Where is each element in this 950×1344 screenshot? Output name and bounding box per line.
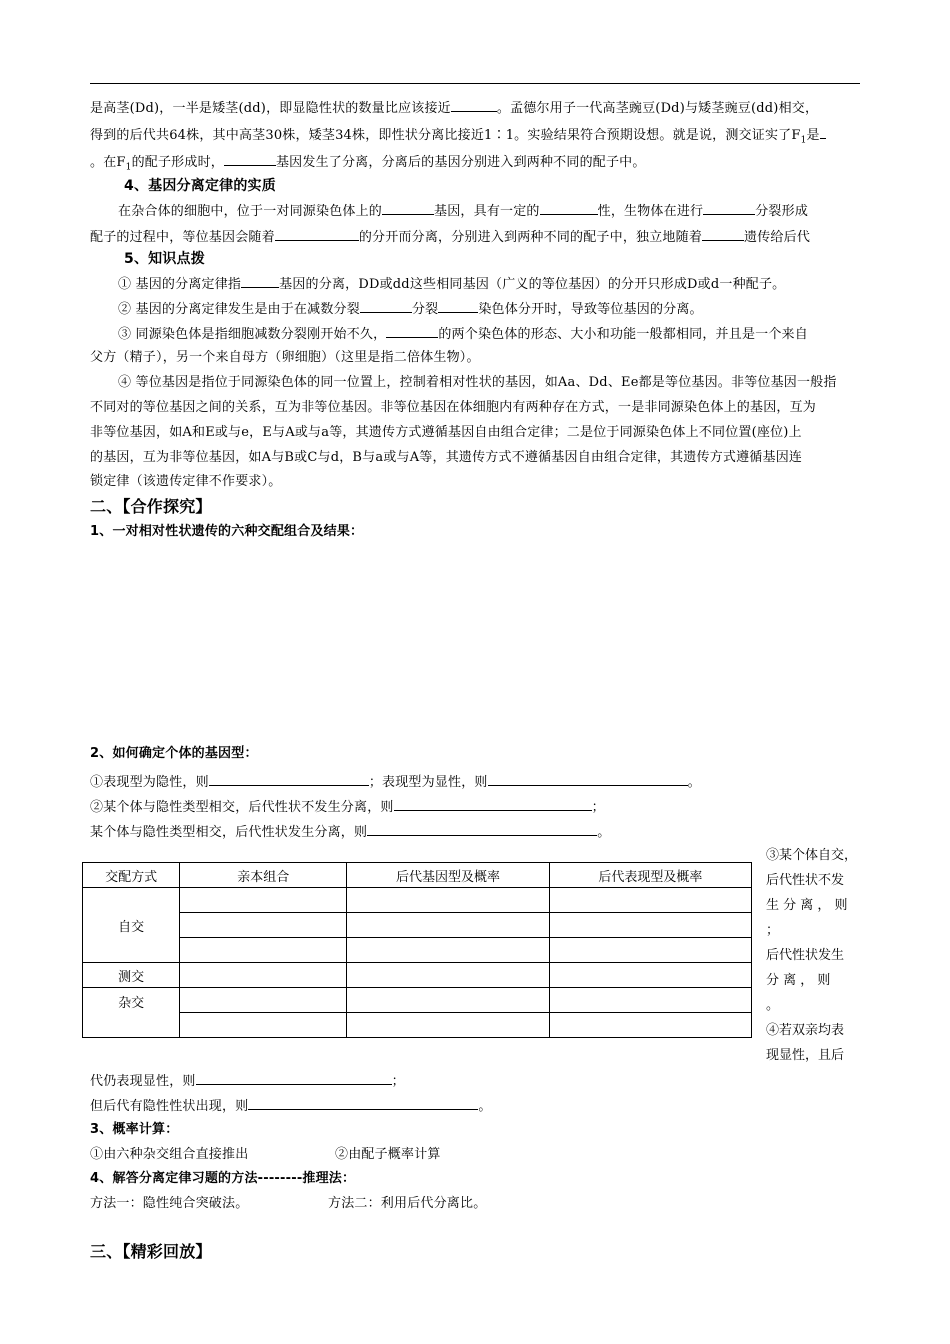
table-cell[interactable] [180, 1013, 347, 1038]
table-row [83, 938, 752, 963]
text-line: 的基因，互为非等位基因，如A与B或C与d，B与a或与A等，其遗传方式不遵循基因自由组合定律，其遗传方式遵循基因连 [90, 450, 803, 465]
table-header: 亲本组合 [180, 863, 347, 888]
table-cell[interactable] [549, 913, 751, 938]
answer-blank[interactable] [702, 226, 744, 241]
row-label-test: 测交 [83, 963, 180, 988]
answer-blank[interactable] [224, 151, 276, 166]
text-line: 是高茎(Dd)，一半是矮茎(dd)，即显隐性状的数量比应该接近 。孟德尔用子一代高茎豌豆(Dd)与矮茎豌豆(dd)相交， [90, 97, 818, 119]
text-line: ② 基因的分离定律发生是由于在减数分裂 分裂 染色体分开时，导致等位基因的分离。 [118, 298, 703, 320]
table-row [83, 888, 752, 913]
genotype-table [82, 862, 752, 1038]
answer-blank[interactable] [394, 796, 592, 811]
table-row [83, 988, 752, 1013]
table-header: 后代基因型及概率 [347, 863, 549, 888]
text-line: 在杂合体的细胞中，位于一对同源染色体上的 基因，具有一定的 性，生物体在进行 分裂形成 [118, 200, 808, 222]
text-line: ④ 等位基因是指位于同源染色体的同一位置上，控制着相对性状的基因，如Aa、Dd、Ee都是等位基因。非等位基因一般指 [118, 375, 837, 390]
text-line: 某个体与隐性类型相交，后代性状发生分离，则 。 [90, 821, 610, 843]
answer-blank[interactable] [386, 323, 438, 338]
text-line: ③ 同源染色体是指细胞减数分裂刚开始不久， 的两个染色体的形态、大小和功能一般都相同，并且是一个来自 [118, 323, 808, 345]
text-line: 配子的过程中，等位基因会随着 的分开而分离，分别进入到两种不同的配子中，独立地随着 遗传给后代 [90, 226, 810, 248]
answer-blank[interactable] [360, 298, 412, 313]
text-line: ①由六种杂交组合直接推出 [90, 1147, 249, 1162]
text-line: 父方（精子），另一个来自母方（卵细胞）（这里是指二倍体生物）。 [90, 350, 480, 365]
answer-blank[interactable] [540, 200, 598, 215]
text-line: ① 基因的分离定律指 基因的分离，DD或dd这些相同基因（广义的等位基因）的分开只形成D或d一种配子。 [118, 273, 785, 295]
side-text: ③某个体自交， 后代性状不发 生 分 离 ， 则 ； 后代性状发生 分 离 ， 则 。 ④若双亲均表 现显性，且后 [766, 848, 858, 1063]
table-cell[interactable] [549, 938, 751, 963]
table-cell[interactable] [549, 888, 751, 913]
row-label-self: 自交 [83, 888, 180, 963]
section-heading: 4、基因分离定律的实质 [124, 178, 276, 194]
table-header: 后代表现型及概率 [549, 863, 751, 888]
table-cell[interactable] [347, 888, 549, 913]
text-line: 。在$F_1$的配子形成时， 基因发生了分离，分离后的基因分别进入到两种不同的配子中。 [90, 151, 646, 178]
table-header: 交配方式 [83, 863, 180, 888]
table-cell[interactable] [549, 963, 751, 988]
answer-blank[interactable] [820, 124, 826, 139]
answer-blank[interactable] [488, 771, 688, 786]
table-cell[interactable] [347, 938, 549, 963]
table-cell[interactable] [347, 913, 549, 938]
text-line: 锁定律（该遗传定律不作要求）。 [90, 474, 282, 489]
answer-blank[interactable] [367, 821, 597, 836]
text-line: 得到的后代共64株，其中高茎30株，矮茎34株，即性状分离比接近1∶1。实验结果符合预期设想。就是说，测交证实了$F_1$是 [90, 124, 826, 151]
text-line: 代仍表现显性，则 ； [90, 1070, 405, 1092]
table-cell[interactable] [347, 1013, 549, 1038]
answer-blank[interactable] [275, 226, 359, 241]
question-heading: 2、如何确定个体的基因型： [90, 746, 258, 761]
text-line: 但后代有隐性性状出现，则 。 [90, 1095, 492, 1117]
table-header-row [83, 863, 752, 888]
answer-blank[interactable] [703, 200, 755, 215]
answer-blank[interactable] [438, 298, 478, 313]
table-row [83, 963, 752, 988]
section-title: 二、【合作探究】 [90, 497, 212, 516]
table-row [83, 1013, 752, 1038]
table-row [83, 913, 752, 938]
text-line: ②某个体与隐性类型相交，后代性状不发生分离，则 ； [90, 796, 605, 818]
table-cell[interactable] [549, 988, 751, 1013]
text-line: 非等位基因，如A和E或与e，E与A或与a等，其遗传方式遵循基因自由组合定律；二是位于同源染色体上不同位置(座位)上 [90, 425, 802, 440]
text-line: ①表现型为隐性，则 ；表现型为显性，则 。 [90, 771, 701, 793]
text-line: ②由配子概率计算 [335, 1147, 441, 1162]
table-cell[interactable] [180, 888, 347, 913]
table-cell[interactable] [549, 1013, 751, 1038]
table-cell[interactable] [347, 963, 549, 988]
table-cell[interactable] [180, 938, 347, 963]
table-cell[interactable] [347, 988, 549, 1013]
answer-blank[interactable] [209, 771, 369, 786]
text-line: 方法一：隐性纯合突破法。 [90, 1196, 249, 1211]
answer-blank[interactable] [451, 97, 497, 112]
table-cell[interactable] [180, 988, 347, 1013]
table-cell[interactable] [180, 913, 347, 938]
table-cell[interactable] [180, 963, 347, 988]
question-heading: 4、解答分离定律习题的方法--------推理法： [90, 1171, 356, 1186]
header-rule [90, 83, 860, 84]
answer-blank[interactable] [248, 1095, 478, 1110]
text-line: 不同对的等位基因之间的关系，互为非等位基因。非等位基因在体细胞内有两种存在方式，一是非同源染色体上的基因，互为 [90, 400, 817, 415]
section-heading: 5、知识点拨 [124, 251, 205, 267]
answer-blank[interactable] [241, 273, 279, 288]
answer-blank[interactable] [196, 1070, 392, 1085]
text-line: 方法二：利用后代分离比。 [328, 1196, 487, 1211]
question-heading: 3、概率计算： [90, 1122, 179, 1137]
section-title: 三、【精彩回放】 [90, 1242, 212, 1261]
row-label-cross: 杂交 [83, 988, 180, 1038]
answer-blank[interactable] [382, 200, 434, 215]
question-heading: 1、一对相对性状遗传的六种交配组合及结果： [90, 524, 364, 539]
